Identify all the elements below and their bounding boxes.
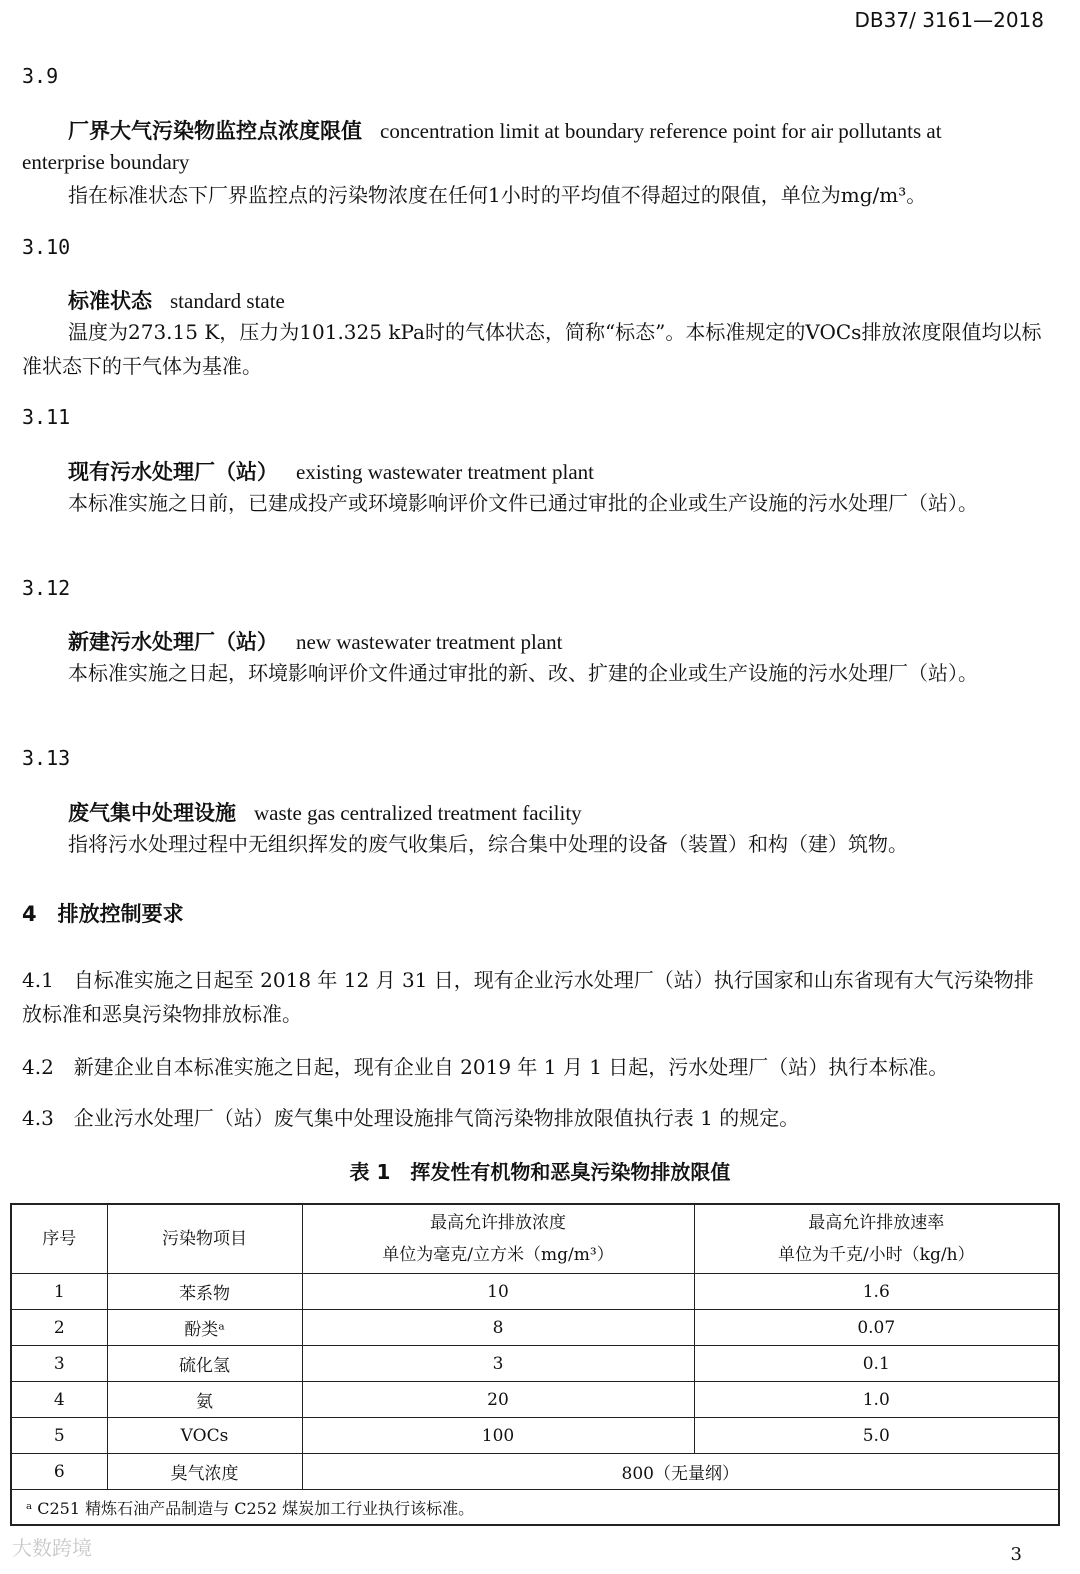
cell-item: 酚类ᵃ <box>107 1310 302 1346</box>
cell-merged: 800（无量纲） <box>302 1454 1059 1490</box>
term-en: existing wastewater treatment plant <box>296 460 594 484</box>
cell-item: 硫化氢 <box>107 1346 302 1382</box>
table-note-row <box>11 1490 1059 1526</box>
clause-number: 3.9 <box>22 64 59 88</box>
table-row <box>11 1454 1059 1490</box>
term-zh: 新建污水处理厂（站） <box>68 630 278 654</box>
cell-conc: 3 <box>302 1346 694 1382</box>
header-concentration <box>302 1204 694 1274</box>
clause-body: 本标准实施之日起，环境影响评价文件通过审批的新、改、扩建的企业或生产设施的污水处理厂（站）。 <box>68 661 978 685</box>
table-header-row <box>11 1204 1059 1274</box>
header-rate-title: 最高允许排放速率 <box>808 1213 945 1233</box>
cell-item: VOCs <box>107 1418 302 1454</box>
cell-conc: 20 <box>302 1382 694 1418</box>
cell-no: 6 <box>11 1454 107 1490</box>
clause-number: 3.12 <box>22 576 71 600</box>
clause-number: 3.13 <box>22 746 71 770</box>
cell-rate: 0.1 <box>694 1346 1059 1382</box>
table-row <box>11 1310 1059 1346</box>
cell-item: 氨 <box>107 1382 302 1418</box>
table-row <box>11 1418 1059 1454</box>
term-zh: 废气集中处理设施 <box>68 801 236 825</box>
clause-4-3: 4.3 企业污水处理厂（站）废气集中处理设施排气筒污染物排放限值执行表 1 的规定。 <box>22 1106 800 1130</box>
cell-rate: 1.0 <box>694 1382 1059 1418</box>
term-zh: 标准状态 <box>68 289 152 313</box>
table-row <box>11 1382 1059 1418</box>
header-conc-unit: 单位为毫克/立方米（mg/m³） <box>382 1245 614 1265</box>
cell-conc: 8 <box>302 1310 694 1346</box>
term-en: waste gas centralized treatment facility <box>254 801 582 825</box>
cell-rate: 1.6 <box>694 1274 1059 1310</box>
cell-no: 3 <box>11 1346 107 1382</box>
term-heading <box>68 456 594 486</box>
cell-no: 2 <box>11 1310 107 1346</box>
term-en: standard state <box>170 289 285 313</box>
page-number: 3 <box>1010 1544 1022 1565</box>
term-en-continued: enterprise boundary <box>22 150 190 174</box>
cell-conc: 100 <box>302 1418 694 1454</box>
cell-no: 5 <box>11 1418 107 1454</box>
clause-body: 本标准实施之日前，已建成投产或环境影响评价文件已通过审批的企业或生产设施的污水处理厂（站）。 <box>68 491 978 515</box>
table-note: ᵃ C251 精炼石油产品制造与 C252 煤炭加工行业执行该标准。 <box>11 1490 1059 1526</box>
term-heading <box>68 115 942 145</box>
cell-no: 4 <box>11 1382 107 1418</box>
watermark: 大数跨境 <box>12 1536 92 1560</box>
term-zh: 厂界大气污染物监控点浓度限值 <box>68 119 362 143</box>
cell-no: 1 <box>11 1274 107 1310</box>
emission-limits-table <box>10 1203 1060 1526</box>
term-heading <box>68 797 582 827</box>
header-item: 污染物项目 <box>107 1204 302 1274</box>
document-code: DB37/ 3161—2018 <box>854 8 1044 32</box>
term-heading <box>68 285 285 315</box>
header-conc-title: 最高允许排放浓度 <box>430 1213 566 1233</box>
table-row <box>11 1346 1059 1382</box>
clause-body: 指在标准状态下厂界监控点的污染物浓度在任何1小时的平均值不得超过的限值，单位为mg/m³。 <box>68 183 927 207</box>
table-caption: 表 1 挥发性有机物和恶臭污染物排放限值 <box>349 1160 731 1184</box>
cell-item: 苯系物 <box>107 1274 302 1310</box>
clause-number: 3.11 <box>22 405 71 429</box>
term-heading <box>68 626 562 656</box>
table-row <box>11 1274 1059 1310</box>
clause-number: 3.10 <box>22 235 71 259</box>
clause-body: 指将污水处理过程中无组织挥发的废气收集后，综合集中处理的设备（装置）和构（建）筑物。 <box>68 832 908 856</box>
header-rate <box>694 1204 1059 1274</box>
term-zh: 现有污水处理厂（站） <box>68 460 278 484</box>
clause-body: 温度为273.15 K，压力为101.325 kPa时的气体状态，简称“标态”。本标准规定的VOCs排放浓度限值均以标准状态下的干气体为基准。 <box>22 320 1042 378</box>
cell-item: 臭气浓度 <box>107 1454 302 1490</box>
cell-rate: 0.07 <box>694 1310 1059 1346</box>
term-en: concentration limit at boundary reference point for air pollutants at <box>380 119 942 143</box>
clause-4-2: 4.2 新建企业自本标准实施之日起，现有企业自 2019 年 1 月 1 日起，污水处理厂（站）执行本标准。 <box>22 1055 949 1079</box>
cell-rate: 5.0 <box>694 1418 1059 1454</box>
term-en: new wastewater treatment plant <box>296 630 563 654</box>
chapter-title: 4 排放控制要求 <box>22 902 184 926</box>
header-no: 序号 <box>11 1204 107 1274</box>
clause-4-1: 4.1 自标准实施之日起至 2018 年 12 月 31 日，现有企业污水处理厂（站）执行国家和山东省现有大气污染物排放标准和恶臭污染物排放标准。 <box>22 968 1034 1026</box>
cell-conc: 10 <box>302 1274 694 1310</box>
header-rate-unit: 单位为千克/小时（kg/h） <box>777 1245 975 1265</box>
